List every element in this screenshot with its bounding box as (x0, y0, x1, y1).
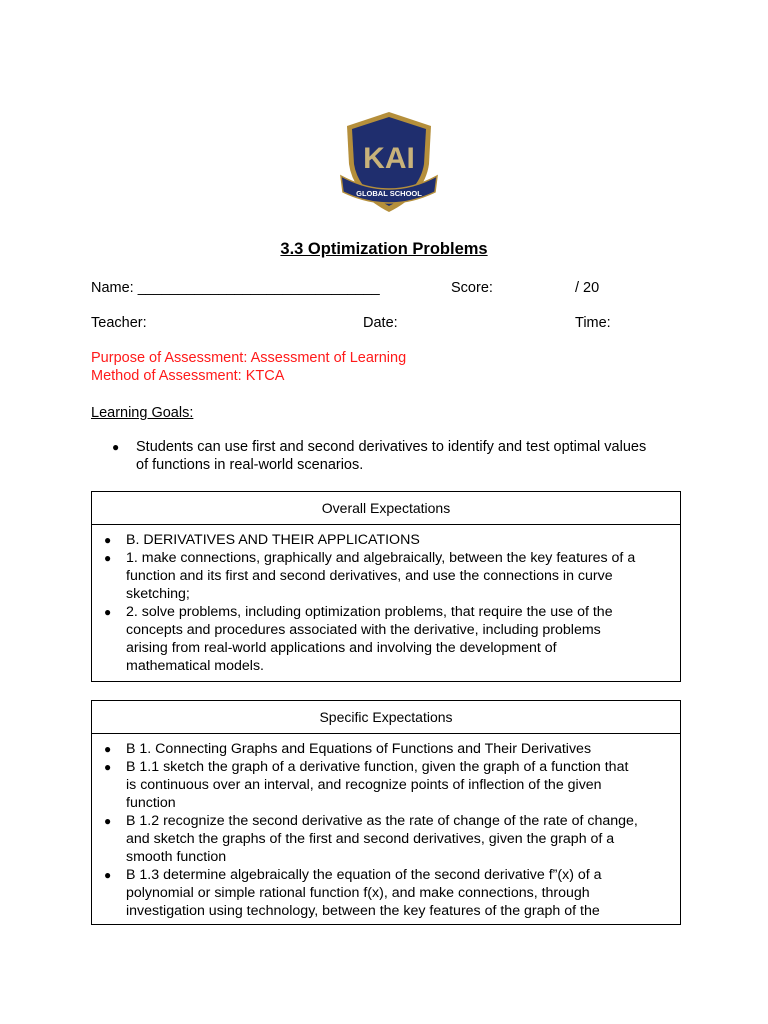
item-line: B 1.2 recognize the second derivative as the rate of change of the rate of change, (126, 813, 638, 829)
item-line: B 1.3 determine algebraically the equation of the second derivative f”(x) of a (126, 867, 602, 883)
goal-line: of functions in real-world scenarios. (136, 457, 364, 473)
list-item (102, 812, 670, 866)
bullet-icon: ● (104, 814, 112, 828)
specific-expectations-heading: Specific Expectations (92, 701, 680, 734)
list-item (102, 531, 670, 549)
list-item (112, 438, 692, 474)
name-field: Name: ______________________________ (91, 280, 380, 296)
learning-goals-list (112, 438, 692, 474)
list-item (102, 740, 670, 758)
specific-expectations-box (91, 700, 681, 925)
overall-expectations-box (91, 491, 681, 682)
bullet-icon: ● (104, 868, 112, 882)
item-line: 1. make connections, graphically and algebraically, between the key features of a (126, 550, 636, 566)
assessment-method: Method of Assessment: KTCA (91, 368, 285, 384)
item-line: is continuous over an interval, and recognize points of inflection of the given (126, 777, 602, 793)
item-line: B 1. Connecting Graphs and Equations of Functions and Their Derivatives (126, 741, 592, 757)
logo-ribbon-text: GLOBAL SCHOOL (356, 189, 422, 198)
score-total: / 20 (575, 280, 600, 296)
item-line: B. DERIVATIVES AND THEIR APPLICATIONS (126, 532, 420, 548)
item-line: smooth function (126, 849, 227, 865)
learning-goals-heading: Learning Goals: (91, 405, 194, 421)
date-label: Date: (363, 315, 398, 331)
item-line: concepts and procedures associated with the derivative, including problems (126, 622, 601, 638)
bullet-icon: ● (104, 551, 112, 565)
bullet-icon: ● (104, 605, 112, 619)
item-line: mathematical models. (126, 658, 264, 674)
item-line: and sketch the graphs of the first and second derivatives, given the graph of a (126, 831, 615, 847)
item-line: sketching; (126, 586, 190, 602)
list-item (102, 758, 670, 812)
kai-global-school-logo (339, 110, 439, 214)
overall-expectations-heading: Overall Expectations (92, 492, 680, 525)
bullet-icon: ● (104, 760, 112, 774)
item-line: polynomial or simple rational function f(x), and make connections, through (126, 885, 590, 901)
score-label: Score: (451, 280, 493, 296)
item-line: 2. solve problems, including optimization problems, that require the use of the (126, 604, 613, 620)
time-label: Time: (575, 315, 611, 331)
item-line: arising from real-world applications and involving the development of (126, 640, 557, 656)
assessment-purpose: Purpose of Assessment: Assessment of Learning (91, 350, 407, 366)
list-item (102, 866, 670, 920)
page-title: 3.3 Optimization Problems (280, 240, 488, 258)
bullet-icon: ● (104, 533, 112, 547)
item-line: investigation using technology, between the key features of the graph of the (126, 903, 600, 919)
teacher-label: Teacher: (91, 315, 147, 331)
item-line: function and its first and second derivatives, and use the connections in curve (126, 568, 613, 584)
goal-line: Students can use first and second derivatives to identify and test optimal values (136, 439, 647, 455)
bullet-icon: ● (104, 742, 112, 756)
bullet-icon: ● (112, 440, 120, 454)
list-item (102, 549, 670, 603)
logo-main-text: KAI (363, 142, 415, 175)
list-item (102, 603, 670, 675)
item-line: function (126, 795, 176, 811)
item-line: B 1.1 sketch the graph of a derivative function, given the graph of a function that (126, 759, 629, 775)
